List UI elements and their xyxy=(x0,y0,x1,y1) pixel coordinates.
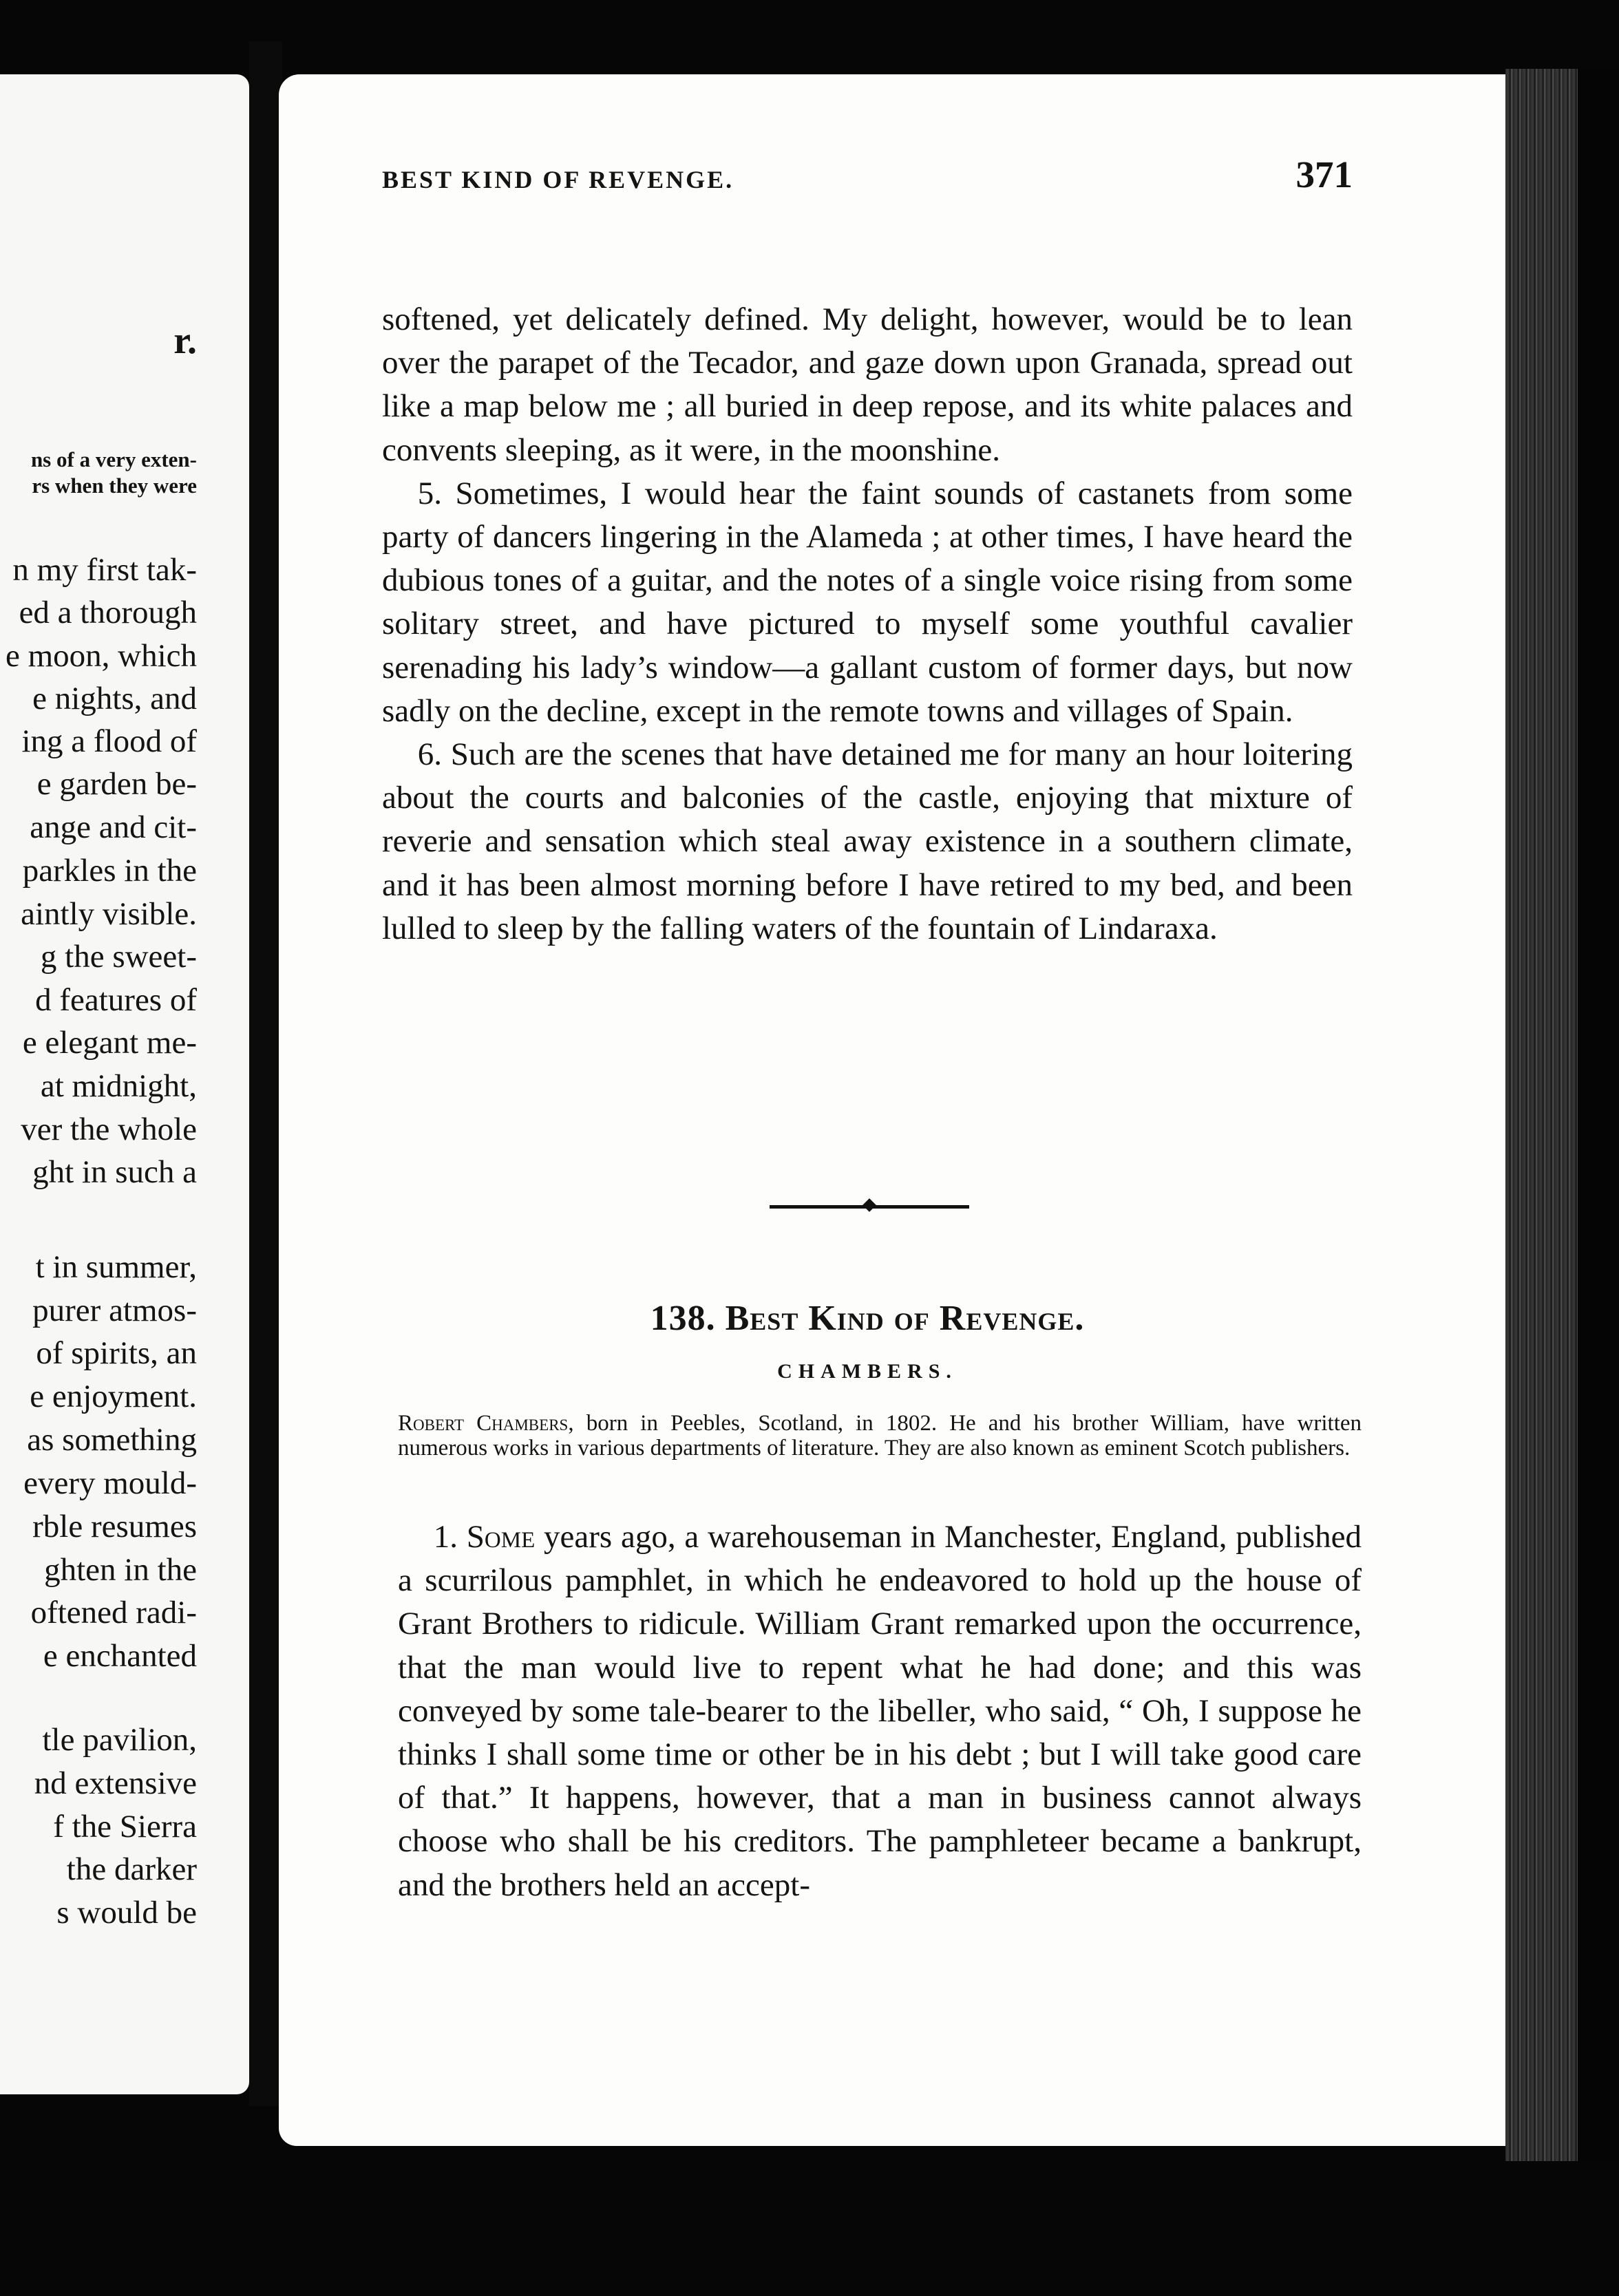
left-page-line: e elegant me- xyxy=(22,1025,197,1061)
paragraph-text: years ago, a warehouseman in Manchester, England, published a scurrilous pamphlet, in which he endeavored to hold up the house of Grant Brothers to ridicule. William Grant remarked upon the occurrence, that the man would live to repent what he had done; and this was conveyed by some tale-bearer to the libeller, who said, “ Oh, I suppose he thinks I shall some time or other be in his debt ; but I will take good care of that.” It happens, however, that a man in business cannot always choose who shall be his creditors. The pamphleteer became a bankrupt, and the brothers held an accept- xyxy=(398,1519,1362,1903)
left-page-line: as something xyxy=(27,1422,197,1458)
left-page-line: f the Sierra xyxy=(53,1809,197,1845)
left-page-line: at midnight, xyxy=(40,1068,197,1104)
left-page-line: parkles in the xyxy=(22,853,197,889)
paragraph-6: 6. Such are the scenes that have detained me for many an hour loitering about the courts and balconies of the castle, enjoying that mixture of reverie and sensation which steal away existence in a southern climate, and it has been almost morning before I have retired to my bed, and been lulled to sleep by the falling waters of the fountain of Lindaraxa. xyxy=(382,736,1353,946)
paragraph-first-word: Some xyxy=(466,1519,536,1555)
left-page-line: s would be xyxy=(56,1895,197,1931)
author-bio-text: , born in Peebles, Scotland, in 1802. He and his brother William, have written numerous works in various departments of literature. They are also known as eminent Scotch publishers. xyxy=(398,1411,1362,1460)
left-page-line: ver the whole xyxy=(21,1112,197,1147)
page-edges xyxy=(1505,69,1619,2161)
page-header xyxy=(382,153,1353,208)
section-title: 138. Best Kind of Revenge. xyxy=(650,1299,1085,1338)
section-author: CHAMBERS. xyxy=(777,1360,957,1383)
left-page-line: d features of xyxy=(35,982,197,1018)
left-page-line: e enchanted xyxy=(43,1638,197,1674)
left-page-line: e moon, which xyxy=(5,638,197,674)
paragraph-continued: softened, yet delicately defined. My delight, however, would be to lean over the parapet of the Tecador, and gaze down upon Granada, spread out like a map below me ; all buried in deep repose, and its white palaces and convents sleeping, as it were, in the moonshine. xyxy=(382,301,1353,468)
left-page-line: ing a flood of xyxy=(21,723,197,759)
left-page-line: aintly visible. xyxy=(21,896,197,932)
left-page-line: ght in such a xyxy=(32,1154,197,1190)
left-page-line: every mould- xyxy=(23,1465,197,1501)
running-head: BEST KIND OF REVENGE. xyxy=(382,166,734,193)
paragraph-number: 1. xyxy=(433,1519,458,1555)
left-page-line: r. xyxy=(173,319,197,362)
left-page-line: of spirits, an xyxy=(36,1335,197,1371)
left-page-line: ed a thorough xyxy=(19,595,197,630)
left-page-line: nd extensive xyxy=(34,1765,197,1801)
left-page-line: t in summer, xyxy=(35,1249,197,1285)
left-page-line: oftened radi- xyxy=(30,1595,197,1630)
left-page-line: tle pavilion, xyxy=(42,1722,197,1758)
left-page-line: e enjoyment. xyxy=(30,1379,197,1414)
author-bio-name: Robert Chambers xyxy=(398,1411,569,1436)
left-page-line: ghten in the xyxy=(44,1552,197,1588)
main-text xyxy=(382,298,1353,950)
left-page-line: e garden be- xyxy=(36,766,197,802)
left-page-line: purer atmos- xyxy=(32,1293,197,1328)
left-page-line: ange and cit- xyxy=(30,809,197,845)
left-page-line: n my first tak- xyxy=(12,552,197,588)
left-page-line: ns of a very exten- xyxy=(30,447,197,471)
book-spine xyxy=(249,41,282,2106)
left-page-line: g the sweet- xyxy=(40,939,197,975)
paragraph-5: 5. Sometimes, I would hear the faint sounds of castanets from some party of dancers lingering in the Alameda ; at other times, I have heard the dubious tones of a guitar, and the notes of a single voice rising from some solitary street, and have pictured to myself some youthful cavalier serenading his lady’s window—a gallant custom of former days, but now sadly on the decline, except in the remote towns and villages of Spain. xyxy=(382,475,1353,729)
section-paragraph-1 xyxy=(398,1516,1362,1907)
page-number: 371 xyxy=(1295,153,1353,195)
left-page-line: e nights, and xyxy=(32,681,197,716)
left-page-line: rble resumes xyxy=(32,1509,197,1544)
left-page-line: rs when they were xyxy=(32,474,197,498)
author-bio xyxy=(398,1411,1362,1460)
left-page-line: the darker xyxy=(66,1851,197,1887)
left-page xyxy=(0,74,249,2094)
